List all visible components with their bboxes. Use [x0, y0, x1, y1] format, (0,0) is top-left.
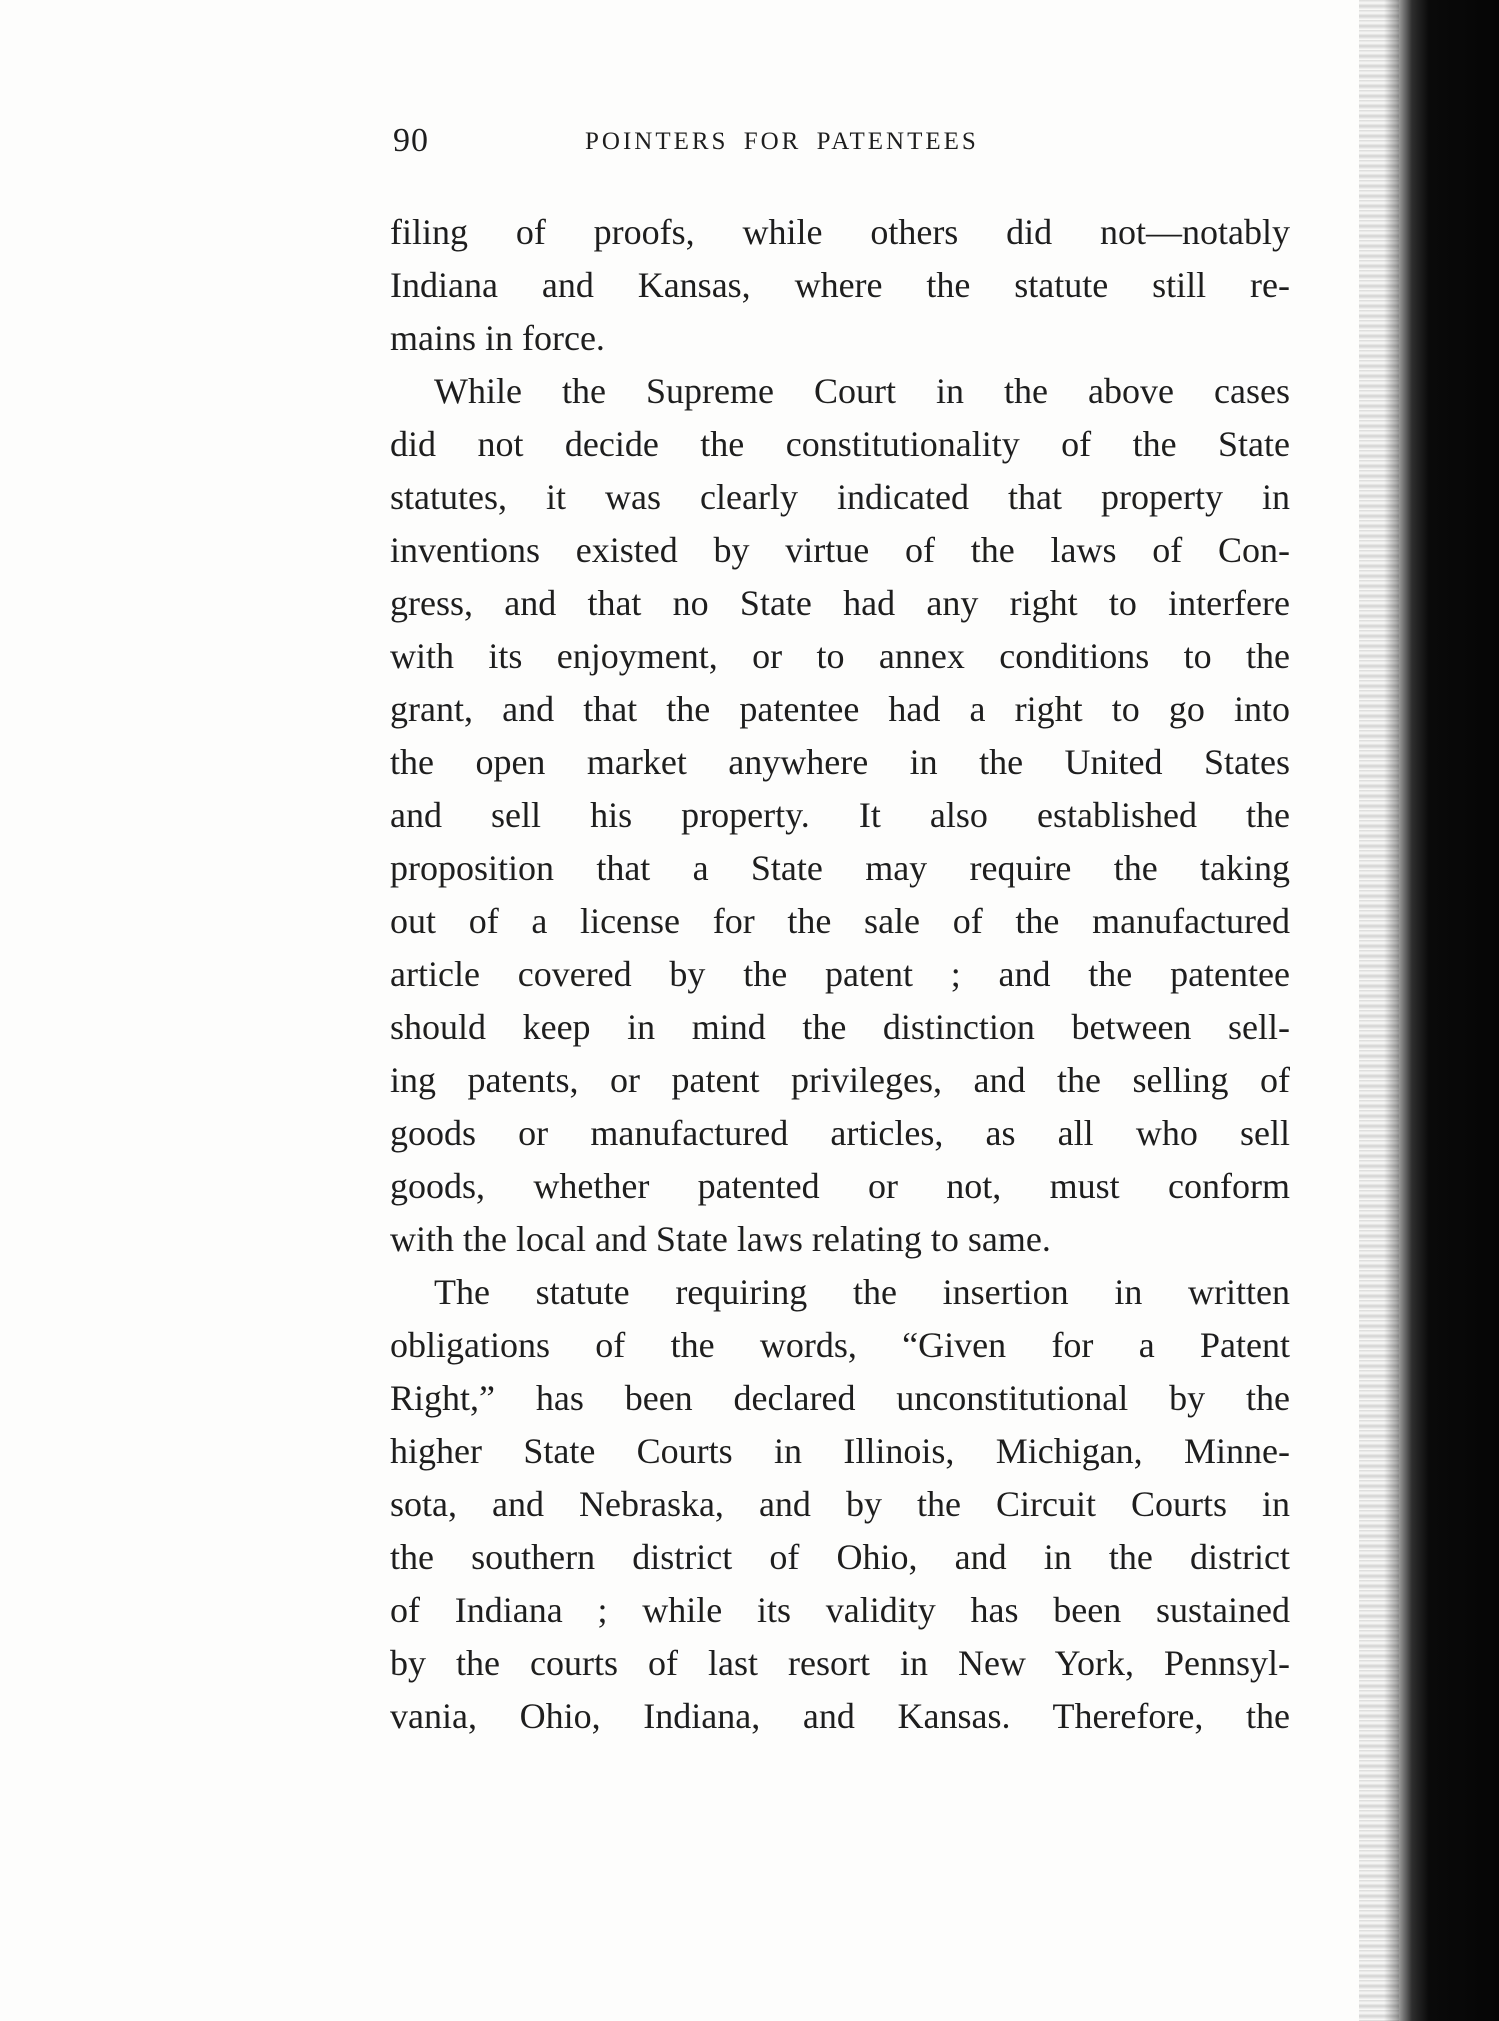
text-line: The statute requiring the insertion in written [434, 1272, 1290, 1312]
binding-edge [1384, 0, 1499, 2021]
text-line: the southern district of Ohio, and in the district [390, 1537, 1290, 1577]
text-line: sota, and Nebraska, and by the Circuit Courts in [390, 1484, 1290, 1524]
text-line: did not decide the constitutionality of the State [390, 424, 1290, 464]
text-line: filing of proofs, while others did not—notably [390, 212, 1290, 252]
text-line: and sell his property. It also established the [390, 795, 1290, 835]
text-line: obligations of the words, “Given for a Patent [390, 1325, 1290, 1365]
text-line: While the Supreme Court in the above cases [434, 371, 1290, 411]
text-line: ing patents, or patent privileges, and the selling of [390, 1060, 1290, 1100]
text-line: higher State Courts in Illinois, Michigan, Minne- [390, 1431, 1290, 1471]
page-number: 90 [393, 122, 429, 159]
text-line: grant, and that the patentee had a right to go into [390, 689, 1290, 729]
text-line: gress, and that no State had any right to interfere [390, 583, 1290, 623]
text-line: mains in force. [390, 318, 605, 358]
text-line: proposition that a State may require the taking [390, 848, 1290, 888]
text-line: Indiana and Kansas, where the statute still re- [390, 265, 1290, 305]
text-line: the open market anywhere in the United States [390, 742, 1290, 782]
text-line: vania, Ohio, Indiana, and Kansas. Therefore, the [390, 1696, 1290, 1736]
text-line: article covered by the patent ; and the patentee [390, 954, 1290, 994]
text-line: goods, whether patented or not, must conform [390, 1166, 1290, 1206]
text-line: with its enjoyment, or to annex conditions to the [390, 636, 1290, 676]
text-line: should keep in mind the distinction between sell- [390, 1007, 1290, 1047]
text-line: with the local and State laws relating to same. [390, 1219, 1051, 1259]
text-line: statutes, it was clearly indicated that property in [390, 477, 1290, 517]
running-title: POINTERS FOR PATENTEES [585, 128, 979, 155]
text-line: out of a license for the sale of the manufactured [390, 901, 1290, 941]
text-line: of Indiana ; while its validity has been sustained [390, 1590, 1290, 1630]
text-line: Right,” has been declared unconstitutional by the [390, 1378, 1290, 1418]
page-header [393, 122, 1093, 162]
body-text [390, 206, 1290, 1743]
text-line: goods or manufactured articles, as all who sell [390, 1113, 1290, 1153]
text-line: by the courts of last resort in New York, Pennsyl- [390, 1643, 1290, 1683]
text-line: inventions existed by virtue of the laws of Con- [390, 530, 1290, 570]
